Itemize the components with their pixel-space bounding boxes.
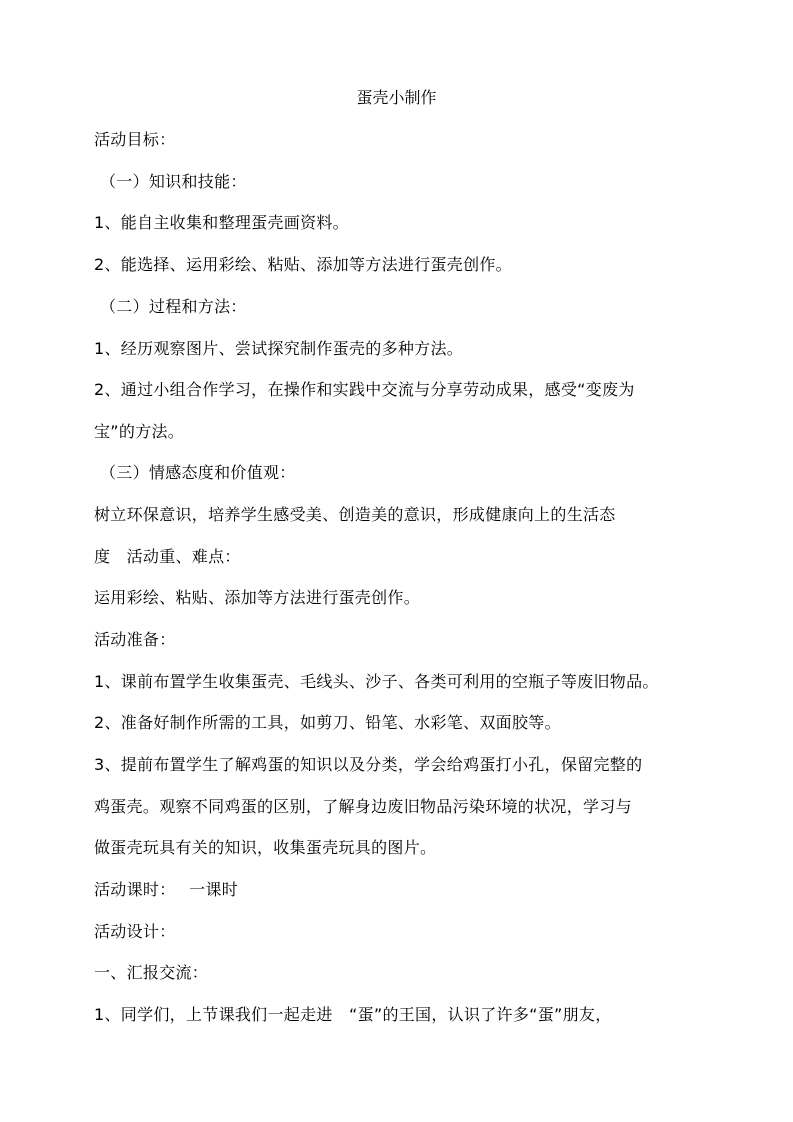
paragraph-line: 2、能选择、运用彩绘、粘贴、添加等方法进行蛋壳创作。 (94, 255, 512, 274)
subheading-knowledge-skills: （一）知识和技能： (100, 172, 247, 191)
paragraph-line: 鸡蛋壳。观察不同鸡蛋的区别，了解身边废旧物品污染环境的状况，学习与 (94, 797, 632, 816)
paragraph-line: 2、准备好制作所需的工具，如剪刀、铅笔、水彩笔、双面胶等。 (94, 713, 561, 732)
paragraph-line: 度 活动重、难点： (94, 547, 241, 566)
paragraph-line: 1、经历观察图片、尝试探究制作蛋壳的多种方法。 (94, 339, 464, 358)
paragraph-line: 2、通过小组合作学习，在操作和实践中交流与分享劳动成果，感受“变废为 (94, 380, 635, 399)
heading-activity-goals: 活动目标： (94, 130, 176, 149)
document-title: 蛋壳小制作 (356, 88, 437, 107)
paragraph-line: 宝”的方法。 (94, 422, 185, 441)
paragraph-line: 3、提前布置学生了解鸡蛋的知识以及分类，学会给鸡蛋打小孔，保留完整的 (94, 755, 643, 774)
heading-class-hours: 活动课时： 一课时 (94, 880, 239, 899)
heading-activity-design: 活动设计： (94, 922, 176, 941)
paragraph-line: 做蛋壳玩具有关的知识，收集蛋壳玩具的图片。 (94, 838, 437, 857)
paragraph-line: 1、能自主收集和整理蛋壳画资料。 (94, 213, 349, 232)
paragraph-line: 1、同学们，上节课我们一起走进 “蛋”的王国，认识了许多“蛋”朋友， (94, 1005, 612, 1024)
subheading-process-methods: （二）过程和方法： (100, 297, 247, 316)
paragraph-line: 树立环保意识，培养学生感受美、创造美的意识，形成健康向上的生活态 (94, 505, 616, 524)
heading-activity-prep: 活动准备： (94, 630, 176, 649)
paragraph-line: 1、课前布置学生收集蛋壳、毛线头、沙子、各类可利用的空瓶子等废旧物品。 (94, 672, 659, 691)
subheading-emotion-values: （三）情感态度和价值观： (100, 463, 296, 482)
heading-report-exchange: 一、汇报交流： (94, 963, 209, 982)
paragraph-line: 运用彩绘、粘贴、添加等方法进行蛋壳创作。 (94, 588, 421, 607)
